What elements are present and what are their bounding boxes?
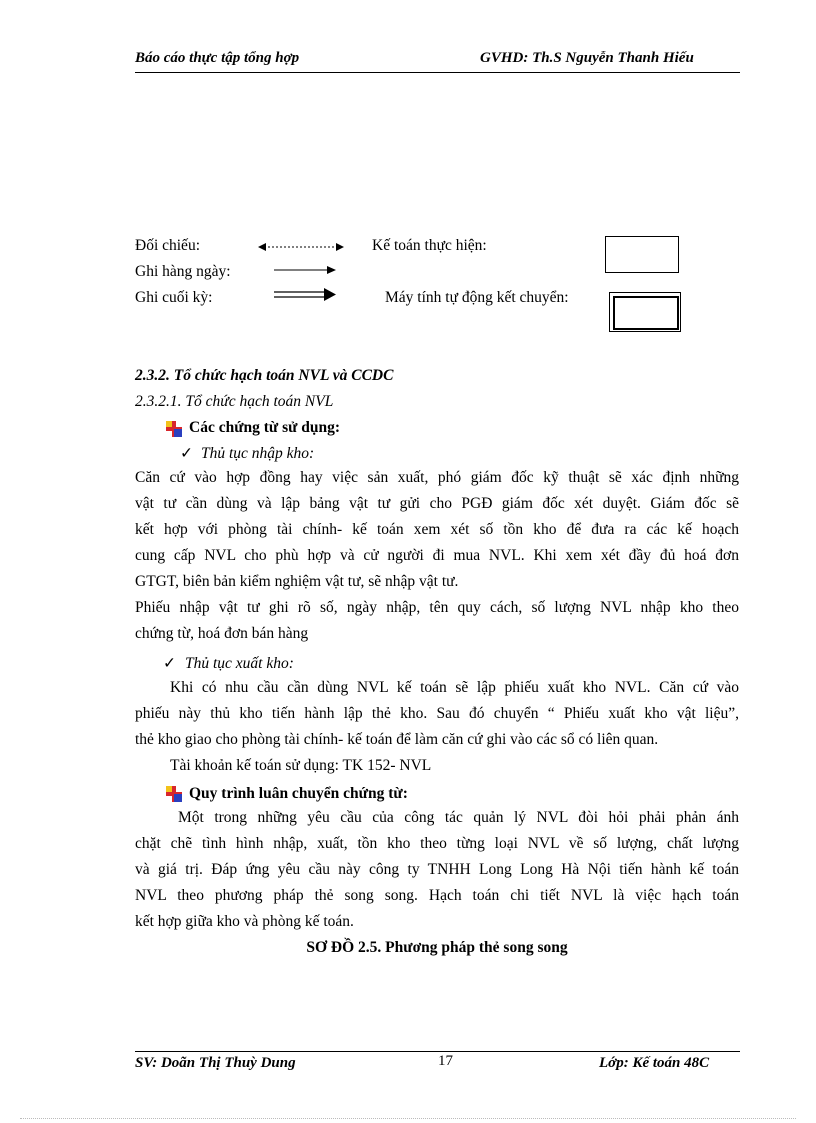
xuat-kho-title: Thủ tục xuất kho: (185, 655, 294, 672)
nhap-kho-title: Thủ tục nhập kho: (201, 445, 315, 462)
quy-trinh-line-4: NVL theo phương pháp thẻ song song. Hạch toán chi tiết NVL là việc hạch toán (135, 887, 739, 904)
heading-2-3-2-1: 2.3.2.1. Tổ chức hạch toán NVL (135, 393, 334, 410)
header-rule (135, 72, 740, 73)
quy-trinh-line-5: kết hợp giữa kho và phòng kế toán. (135, 913, 354, 930)
nhap-kho-line-1: Căn cứ vào hợp đồng hay việc sản xuất, phó giám đốc kỹ thuật sẽ xác định những (135, 469, 739, 486)
check-icon: ✓ (180, 445, 193, 462)
footer-right: Lớp: Kế toán 48C (599, 1055, 710, 1071)
bullet-marker-icon (166, 786, 182, 802)
nhap-kho-line-4: cung cấp NVL cho phù hợp và cử người đi mua NVL. Khi xem xét đầy đủ hoá đơn (135, 547, 739, 564)
phieu-nhap-line-2: chứng từ, hoá đơn bán hàng (135, 625, 309, 642)
legend-ghi-cuoi-ky: Ghi cuối kỳ: (135, 289, 213, 306)
footer-left: SV: Doãn Thị Thuỳ Dung (135, 1055, 296, 1071)
footer-rule (135, 1051, 740, 1052)
xuat-kho-line-1: Khi có nhu cầu cần dùng NVL kế toán sẽ lập phiếu xuất kho NVL. Căn cứ vào (170, 679, 739, 696)
quy-trinh-line-1: Một trong những yêu cầu của công tác quản lý NVL đòi hỏi phải phản ánh (178, 809, 739, 826)
header-left: Báo cáo thực tập tổng hợp (135, 50, 300, 66)
phieu-nhap-line-1: Phiếu nhập vật tư ghi rõ số, ngày nhập, tên quy cách, số lượng NVL nhập kho theo (135, 599, 739, 616)
page-number: 17 (438, 1053, 453, 1069)
double-box-symbol-inner (613, 296, 679, 330)
check-icon: ✓ (163, 655, 176, 672)
double-box-symbol-outer (609, 292, 681, 332)
chung-tu-title: Các chứng từ sử dụng: (189, 419, 341, 436)
so-do-title: SƠ ĐỒ 2.5. Phương pháp thẻ song song (306, 939, 568, 956)
legend-doi-chieu: Đối chiếu: (135, 237, 200, 254)
single-box-symbol (605, 236, 679, 273)
xuat-kho-line-3: thẻ kho giao cho phòng tài chính- kế toán để làm căn cứ ghi vào các sổ có liên quan. (135, 731, 659, 748)
nhap-kho-line-5: GTGT, biên bản kiểm nghiệm vật tư, sẽ nhập vật tư. (135, 573, 459, 590)
bullet-marker-icon (166, 421, 182, 437)
dotted-double-arrow-icon (258, 240, 344, 254)
heading-2-3-2: 2.3.2. Tổ chức hạch toán NVL và CCDC (135, 367, 394, 384)
quy-trinh-line-3: và giá trị. Đáp ứng yêu cầu này công ty TNHH Long Long Hà Nội tiến hành kế toán (135, 861, 739, 878)
xuat-kho-line-2: phiếu này thủ kho tiến hành lập thẻ kho. Sau đó chuyển “ Phiếu xuất kho vật liệu”, (135, 705, 739, 722)
page-edge (20, 1118, 796, 1119)
quy-trinh-title: Quy trình luân chuyển chứng từ: (189, 785, 408, 802)
single-arrow-icon (274, 263, 336, 277)
legend-may-tinh: Máy tính tự động kết chuyển: (385, 289, 569, 306)
double-arrow-icon (274, 287, 336, 303)
legend-ghi-hang-ngay: Ghi hàng ngày: (135, 263, 231, 280)
quy-trinh-line-2: chặt chẽ tình hình nhập, xuất, tồn kho theo từng loại NVL về số lượng, chất lượng (135, 835, 739, 852)
nhap-kho-line-2: vật tư cần dùng và lập bảng vật tư gửi cho PGĐ giám đốc xét duyệt. Giám đốc sẽ (135, 495, 739, 512)
nhap-kho-line-3: kết hợp với phòng tài chính- kế toán xem xét số tồn kho để đưa ra các kế hoạch (135, 521, 739, 538)
header-right: GVHD: Th.S Nguyễn Thanh Hiếu (480, 50, 694, 66)
tai-khoan: Tài khoản kế toán sử dụng: TK 152- NVL (170, 757, 432, 774)
legend-ke-toan-thuc-hien: Kế toán thực hiện: (372, 237, 487, 254)
